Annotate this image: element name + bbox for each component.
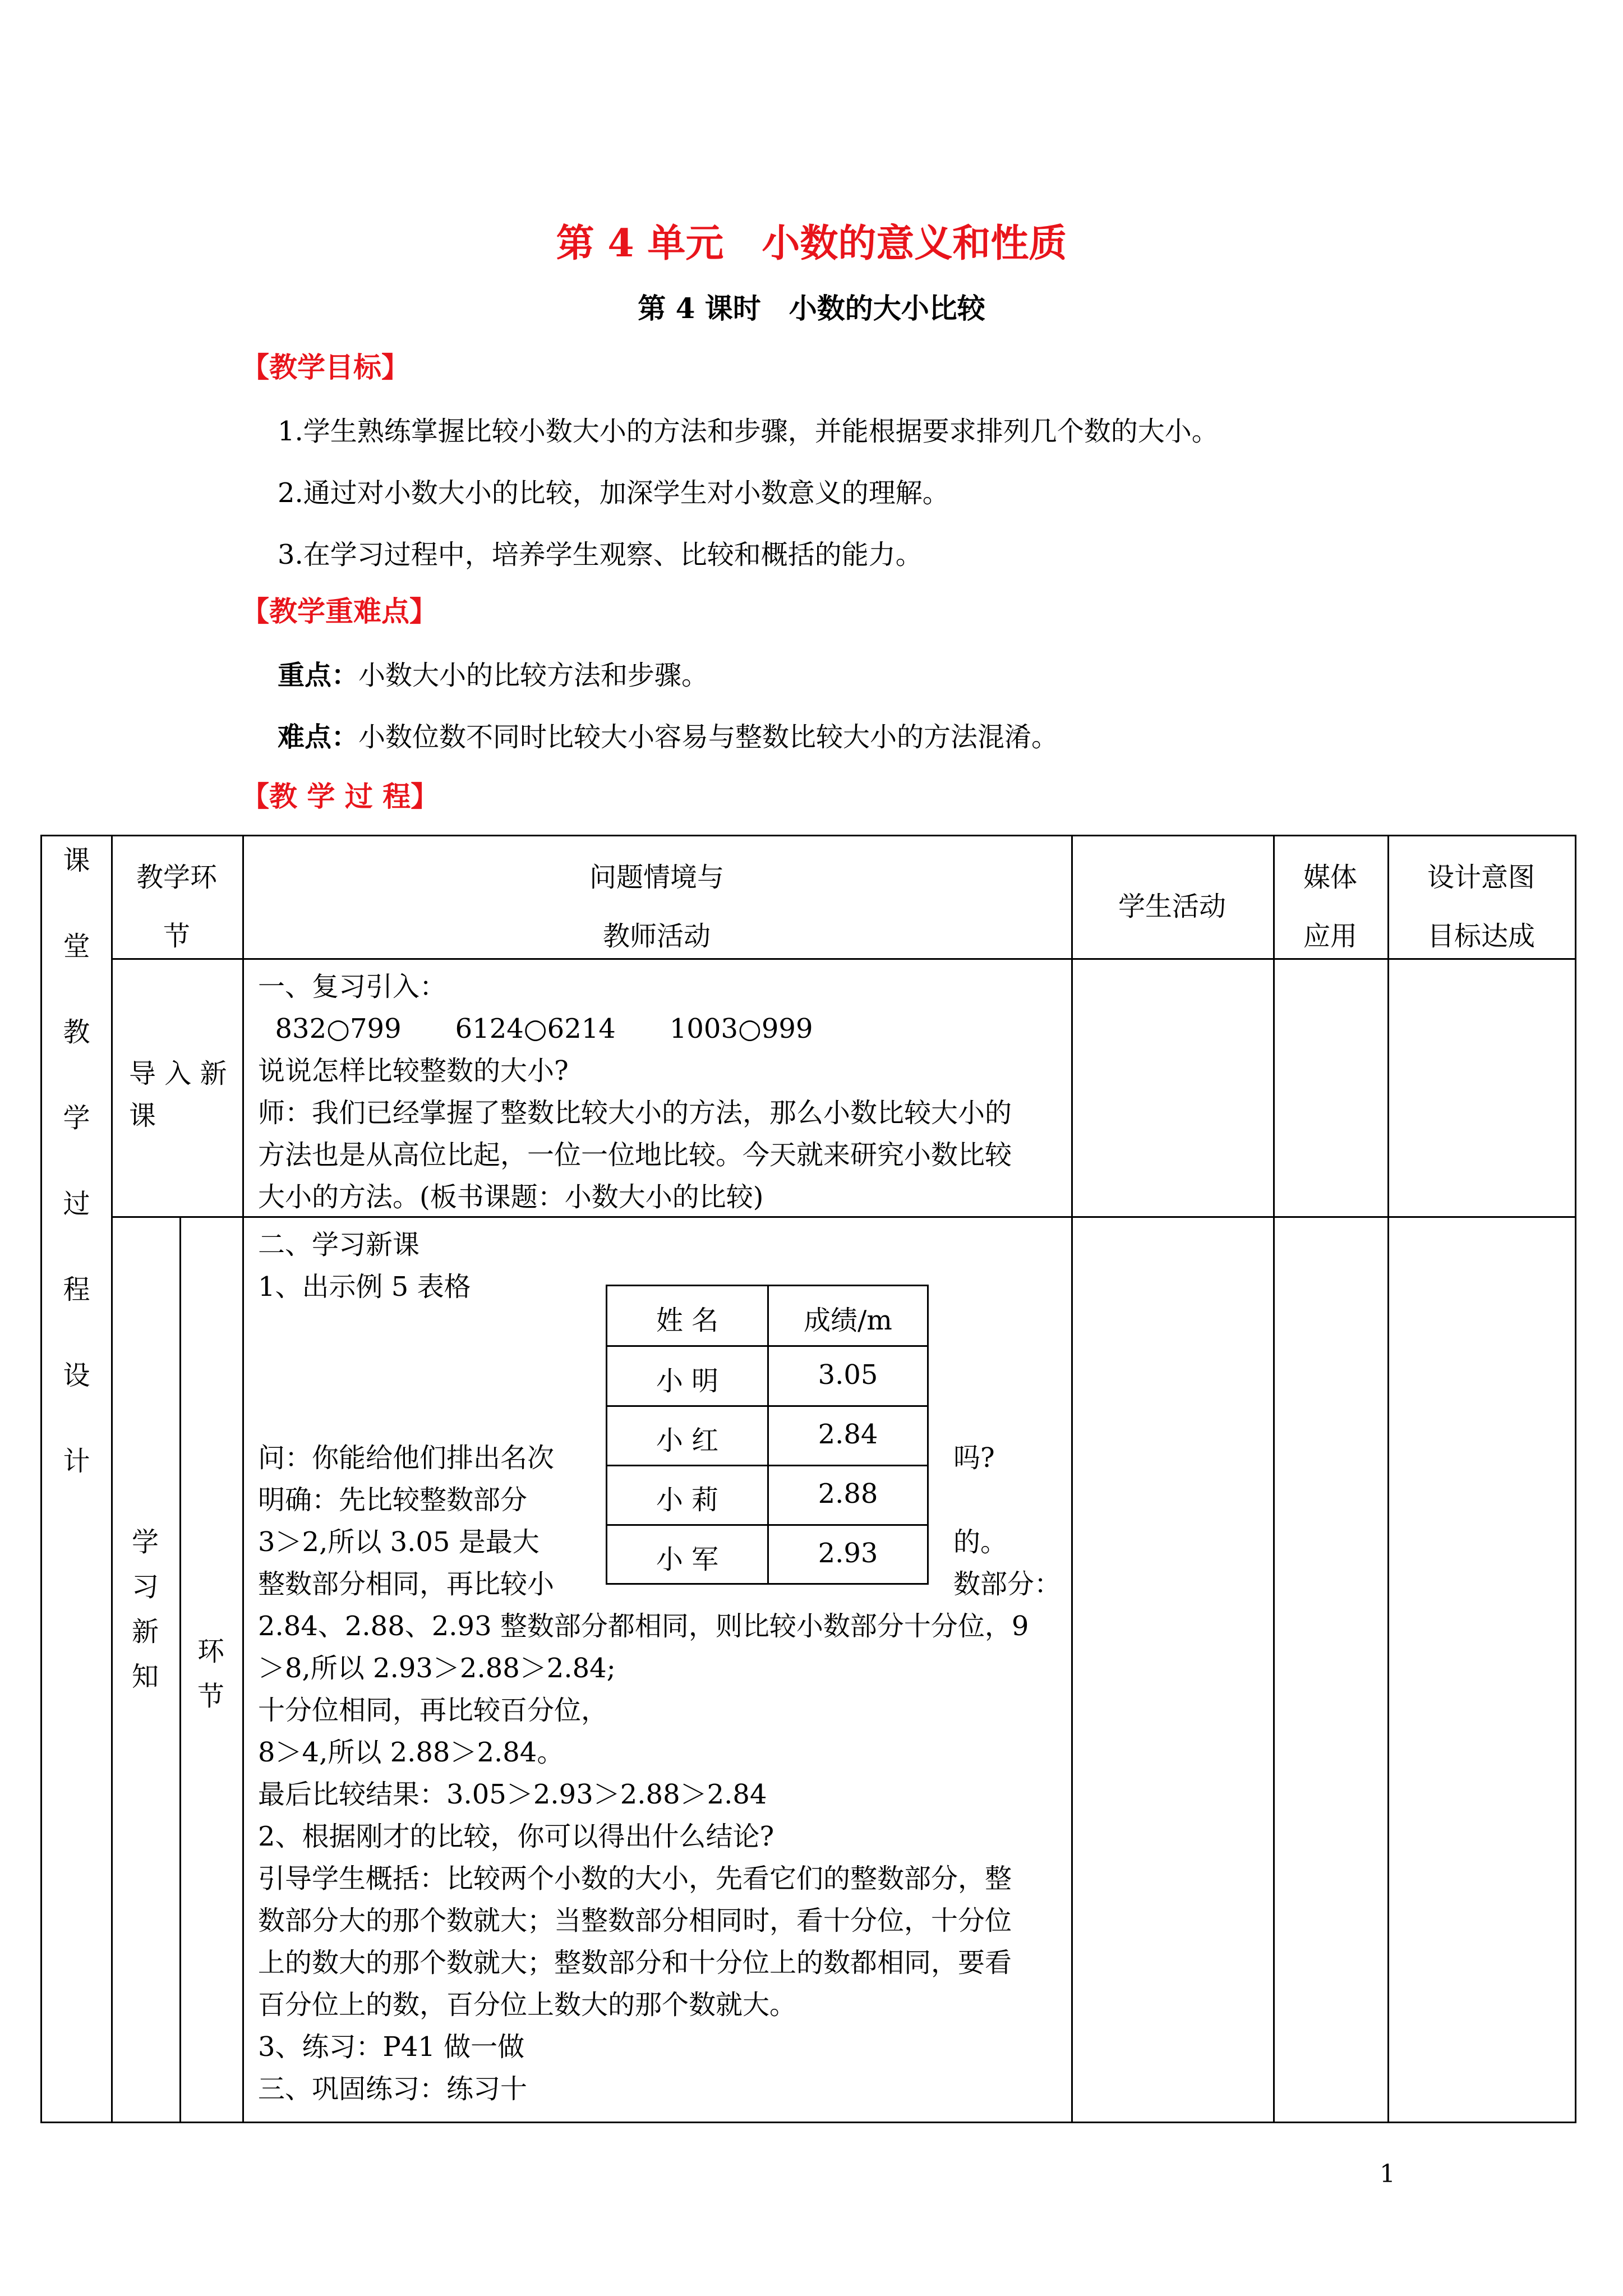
- header-design-line1: 设计意图: [1427, 862, 1535, 893]
- row2-stage-char: 习: [131, 1571, 159, 1603]
- score-table: [606, 1285, 929, 1585]
- row2-text-line: 引导学生概括：比较两个小数的大小，先看它们的整数部分，整: [258, 1863, 1012, 1894]
- table-col-divider-5: [1387, 835, 1389, 2123]
- page-title: 第 4 单元 小数的意义和性质: [556, 221, 1067, 266]
- table-border-right: [1575, 835, 1576, 2123]
- row1-text-line: 方法也是从高位比起，一位一位地比较。今天就来研究小数比较: [258, 1139, 1012, 1171]
- score-table-cell-name: 小 红: [656, 1425, 719, 1456]
- row2-text-line: 2、根据刚才的比较，你可以得出什么结论?: [258, 1821, 774, 1852]
- vertical-label-char: 教: [63, 1016, 90, 1048]
- row2-sub-char: 环: [197, 1636, 224, 1667]
- score-table-cell-name: 小 明: [656, 1365, 719, 1397]
- header-stage-line1: 教学环: [136, 862, 217, 893]
- score-table-row-divider: [607, 1524, 927, 1526]
- row2-text-line: 明确：先比较整数部分: [258, 1484, 528, 1516]
- score-table-header-name: 姓 名: [656, 1305, 719, 1336]
- score-table-cell-name: 小 莉: [656, 1484, 719, 1516]
- table-col-divider-4: [1273, 835, 1275, 2123]
- table-border-top: [40, 835, 1575, 836]
- row2-text-line: 十分位相同，再比较百分位，: [258, 1695, 608, 1726]
- score-table-cell-score: 3.05: [818, 1359, 878, 1391]
- objective-item-3: 3.在学习过程中，培养学生观察、比较和概括的能力。: [278, 539, 923, 570]
- row2-text-line: 数部分大的那个数就大；当整数部分相同时，看十分位，十分位: [258, 1905, 1012, 1936]
- vertical-label-char: 课: [63, 845, 90, 876]
- score-table-row-divider: [607, 1345, 927, 1347]
- row2-stage-char: 知: [131, 1661, 159, 1692]
- header-media-line2: 应用: [1303, 921, 1357, 952]
- row2-stage-char: 学: [131, 1526, 159, 1558]
- row2-text-line: 整数部分相同，再比较小: [258, 1568, 555, 1600]
- objective-item-1: 1.学生熟练掌握比较小数大小的方法和步骤，并能根据要求排列几个数的大小。: [278, 416, 1219, 447]
- row2-text-line: 百分位上的数，百分位上数大的那个数就大。: [258, 1989, 797, 2021]
- row2-text-line: 3、练习：P41 做一做: [258, 2031, 525, 2063]
- table-border-bottom: [40, 2122, 1575, 2123]
- score-table-cell-score: 2.84: [818, 1419, 878, 1450]
- row2-text-line: 上的数大的那个数就大；整数部分和十分位上的数都相同，要看: [258, 1947, 1012, 1978]
- process-heading: 【教 学 过 程】: [241, 780, 439, 813]
- row2-text-line: ＞8,所以 2.93＞2.88＞2.84;: [258, 1653, 616, 1684]
- difficult-point: [278, 715, 1058, 754]
- objective-item-2: 2.通过对小数大小的比较，加深学生对小数意义的理解。: [278, 477, 949, 509]
- vertical-label-char: 设: [63, 1360, 90, 1391]
- score-table-row-divider: [607, 1405, 927, 1407]
- vertical-label-char: 堂: [63, 931, 90, 962]
- row2-text-line: 2.84、2.88、2.93 整数部分都相同，则比较小数部分十分位，9: [258, 1611, 1029, 1642]
- vertical-label-char: 过: [63, 1188, 90, 1220]
- row2-text-line: 数部分：: [953, 1568, 1062, 1600]
- row2-text-line: 最后比较结果：3.05＞2.93＞2.88＞2.84: [258, 1779, 767, 1810]
- key-point-text: 小数大小的比较方法和步骤。: [358, 660, 709, 691]
- vertical-label-char: 计: [63, 1446, 90, 1477]
- score-table-cell-name: 小 军: [656, 1544, 719, 1575]
- row2-text-line: 二、学习新课: [258, 1229, 420, 1260]
- row2-text-line: 1、出示例 5 表格: [258, 1271, 471, 1303]
- table-subcol-divider: [179, 1216, 181, 2123]
- header-media-line1: 媒体: [1303, 862, 1357, 893]
- table-header-divider: [111, 958, 1575, 960]
- row1-text-line: 一、复习引入：: [258, 971, 447, 1002]
- table-col-divider-3: [1071, 835, 1073, 2123]
- score-table-header-score: 成绩/m: [804, 1305, 892, 1336]
- row1-text-line: 师：我们已经掌握了整数比较大小的方法，那么小数比较大小的: [258, 1097, 1012, 1129]
- vertical-label-char: 程: [63, 1274, 90, 1305]
- header-activity-line1: 问题情境与: [589, 862, 724, 893]
- row1-stage-line1: 导 入 新: [129, 1058, 227, 1089]
- objectives-heading: 【教学目标】: [241, 351, 409, 384]
- difficult-point-text: 小数位数不同时比较大小容易与整数比较大小的方法混淆。: [358, 721, 1059, 753]
- page-number: 1: [1380, 2160, 1395, 2188]
- score-table-cell-score: 2.88: [818, 1478, 878, 1510]
- row2-text-line: 吗?: [953, 1442, 995, 1474]
- difficult-point-label: 难点：: [278, 721, 359, 753]
- row1-stage-line2: 课: [129, 1100, 156, 1131]
- header-design-line2: 目标达成: [1427, 921, 1535, 952]
- row1-text-line: 大小的方法。(板书课题：小数大小的比较): [258, 1181, 764, 1213]
- header-activity-line2: 教师活动: [602, 921, 711, 952]
- row2-stage-char: 新: [131, 1616, 159, 1648]
- vertical-label-char: 学: [63, 1102, 90, 1134]
- header-stage-line2: 节: [163, 921, 190, 952]
- lesson-subtitle: 第 4 课时 小数的大小比较: [638, 292, 985, 325]
- score-table-cell-score: 2.93: [818, 1538, 878, 1569]
- row2-text-line: 问：你能给他们排出名次: [258, 1442, 555, 1474]
- row2-text-line: 3＞2,所以 3.05 是最大: [258, 1526, 540, 1558]
- row1-text-line: 说说怎样比较整数的大小?: [258, 1055, 569, 1087]
- row2-text-line: 的。: [953, 1526, 1008, 1558]
- key-point: [278, 654, 708, 692]
- table-col-divider-1: [111, 835, 113, 2123]
- row1-text-line: 832○799 6124○6214 1003○999: [258, 1013, 813, 1045]
- row2-text-line: 8＞4,所以 2.88＞2.84。: [258, 1737, 564, 1768]
- row2-sub-char: 节: [197, 1681, 224, 1712]
- keypoints-heading: 【教学重难点】: [241, 595, 437, 628]
- score-table-row-divider: [607, 1465, 927, 1466]
- table-row-divider: [111, 1216, 1575, 1218]
- header-student-activity: 学生活动: [1118, 891, 1226, 922]
- row2-text-line: 三、巩固练习：练习十: [258, 2073, 528, 2105]
- table-col-divider-2: [242, 835, 244, 2123]
- key-point-label: 重点：: [278, 660, 359, 691]
